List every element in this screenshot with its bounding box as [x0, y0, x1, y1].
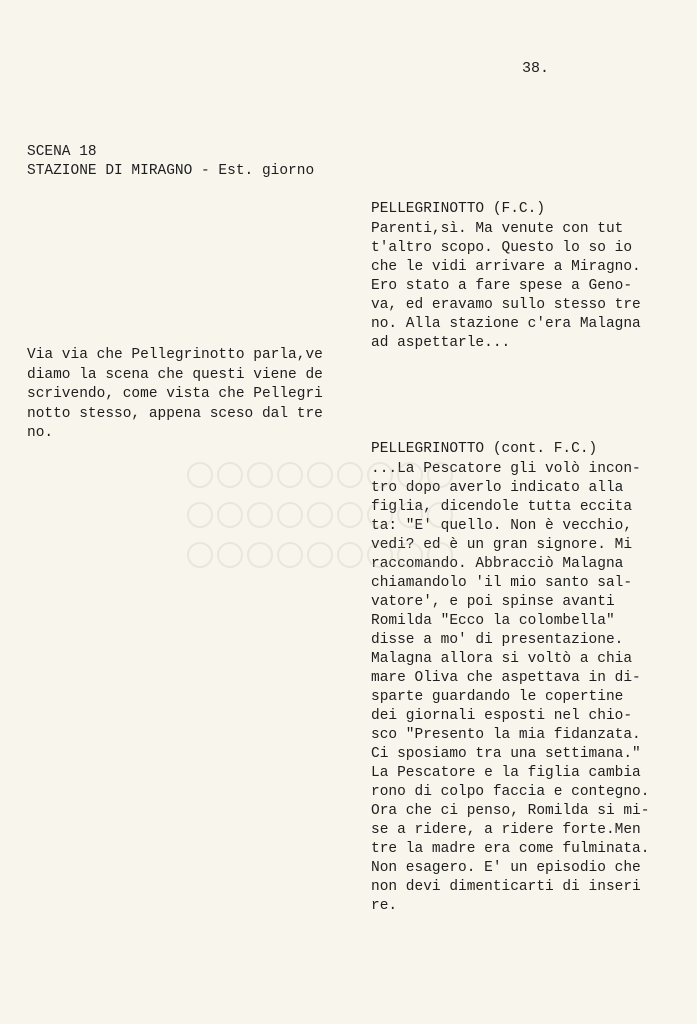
dialogue-line: ad aspettarle...: [371, 335, 511, 351]
dialogue-line: mare Oliva che aspettava in di-: [371, 670, 641, 686]
dialogue-line: rono di colpo faccia e contegno.: [371, 784, 650, 800]
dialogue-line: se a ridere, a ridere forte.Men: [371, 822, 641, 838]
dialogue-line: Parenti,sì. Ma venute con tut: [371, 221, 624, 237]
dialogue-line: Ora che ci penso, Romilda si mi-: [371, 803, 650, 819]
dialogue-line: sco "Presento la mia fidanzata.: [371, 727, 641, 743]
dialogue-line: disse a mo' di presentazione.: [371, 632, 624, 648]
dialogue-line: figlia, dicendole tutta eccita: [371, 499, 633, 515]
dialogue-line: La Pescatore e la figlia cambia: [371, 765, 641, 781]
direction-line: notto stesso, appena sceso dal tre: [27, 405, 323, 422]
scene-heading: [27, 143, 314, 181]
page-number: 38.: [522, 60, 550, 77]
dialogue-line: Non esagero. E' un episodio che: [371, 860, 641, 876]
direction-line: scrivendo, come vista che Pellegri: [27, 386, 323, 402]
dialogue-line: dei giornali esposti nel chio-: [371, 708, 633, 724]
dialogue-line: Ero stato a fare spese a Geno-: [371, 278, 633, 294]
dialogue-line: chiamandolo 'il mio santo sal-: [371, 575, 633, 591]
dialogue-line: ...La Pescatore gli volò incon-: [371, 461, 641, 477]
dialogue-line: tre la madre era come fulminata.: [371, 841, 650, 857]
dialogue-line: re.: [371, 898, 398, 914]
speaker-name: PELLEGRINOTTO (cont. F.C.): [371, 441, 598, 457]
dialogue-line: sparte guardando le copertine: [371, 689, 624, 705]
dialogue-line: tro dopo averlo indicato alla: [371, 480, 624, 496]
direction-line: diamo la scena che questi viene de: [27, 366, 323, 383]
direction-line: no.: [27, 425, 54, 441]
dialogue-line: no. Alla stazione c'era Malagna: [371, 316, 641, 332]
dialogue-line: Ci sposiamo tra una settimana.": [371, 746, 641, 762]
dialogue-line: Romilda "Ecco la colombella": [371, 613, 615, 629]
scene-number: SCENA 18: [27, 144, 97, 160]
watermark-pattern: [180, 455, 480, 575]
dialogue-line: va, ed eravamo sullo stesso tre: [371, 297, 641, 313]
dialogue-line: t'altro scopo. Questo lo so io: [371, 240, 633, 256]
dialogue-line: vedi? ed è un gran signore. Mi: [371, 537, 633, 553]
dialogue-block-1: [371, 200, 691, 353]
scene-location: STAZIONE DI MIRAGNO - Est. giorno: [27, 163, 315, 179]
dialogue-line: non devi dimenticarti di inseri: [371, 879, 641, 895]
dialogue-line: raccomando. Abbracciò Malagna: [371, 556, 624, 572]
dialogue-line: che le vidi arrivare a Miragno.: [371, 259, 641, 275]
direction-line: Via via che Pellegrinotto parla,ve: [27, 347, 323, 363]
stage-direction: [27, 346, 357, 444]
speaker-name: PELLEGRINOTTO (F.C.): [371, 201, 546, 217]
dialogue-line: vatore', e poi spinse avanti: [371, 594, 615, 610]
dialogue-line: Malagna allora si voltò a chia: [371, 651, 633, 667]
dialogue-line: ta: "E' quello. Non è vecchio,: [371, 518, 633, 534]
